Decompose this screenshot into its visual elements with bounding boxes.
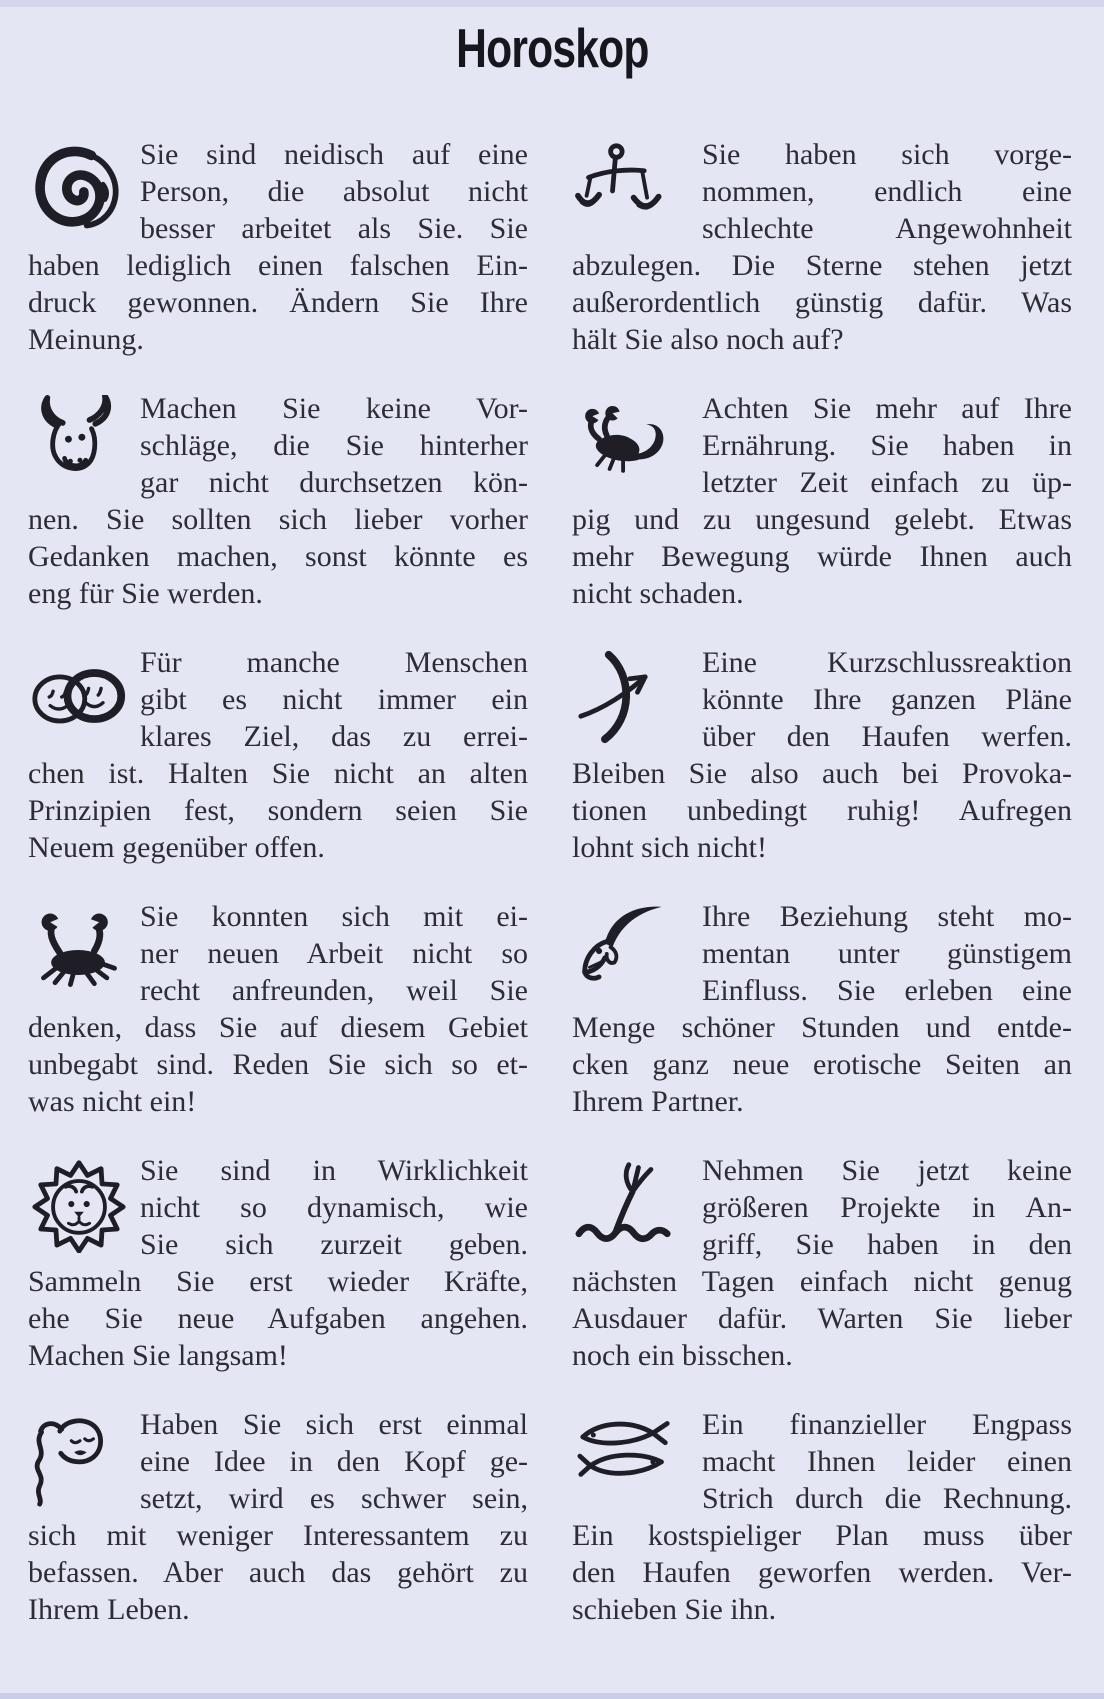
- libra-scales-icon: [572, 141, 702, 245]
- text-line: was nicht ein!: [28, 1085, 197, 1118]
- left-column: [28, 136, 528, 1660]
- horoscope-entry-taurus: [28, 390, 528, 612]
- text-line: Gedanken machen, sonst könnte es: [28, 540, 528, 573]
- text-line: Eine Kurzschlussreaktion: [702, 646, 1072, 679]
- horoscope-entry-aries: [28, 136, 528, 358]
- text-line: nen. Sie sollten sich lieber vorher: [28, 503, 528, 536]
- text-line: nicht so dynamisch, wie: [140, 1191, 528, 1224]
- text-line: Nehmen Sie jetzt keine: [702, 1154, 1072, 1187]
- text-line: ner neuen Arbeit nicht so: [140, 937, 528, 970]
- text-line: Strich durch die Rechnung.: [702, 1482, 1072, 1515]
- text-line: Meinung.: [28, 323, 144, 356]
- text-line: den Haufen geworfen werden. Ver-: [572, 1556, 1072, 1589]
- text-line: Sie sich zurzeit geben.: [140, 1228, 528, 1261]
- text-line: tionen unbedingt ruhig! Aufregen: [572, 794, 1072, 827]
- text-line: Einfluss. Sie erleben eine: [702, 974, 1072, 1007]
- horoscope-entry-virgo: [28, 1406, 528, 1628]
- text-line: schläge, die Sie hinterher: [140, 429, 528, 462]
- text-line: ehe Sie neue Aufgaben angehen.: [28, 1302, 528, 1335]
- page-top-edge: [0, 0, 1104, 7]
- text-line: abzulegen. Die Sterne stehen jetzt: [572, 249, 1072, 282]
- cancer-crab-icon: [28, 903, 140, 1007]
- text-line: Sie sind neidisch auf eine: [140, 138, 528, 171]
- text-line: sich mit weniger Interessantem zu: [28, 1519, 528, 1552]
- text-line: Machen Sie keine Vor-: [140, 392, 528, 425]
- text-line: letzter Zeit einfach zu üp-: [702, 466, 1072, 499]
- text-line: Ernährung. Sie haben in: [702, 429, 1072, 462]
- text-line: Menge schöner Stunden und entde-: [572, 1011, 1072, 1044]
- text-line: Ein kostspieliger Plan muss über: [572, 1519, 1072, 1552]
- text-line: eine Idee in den Kopf ge-: [140, 1445, 528, 1478]
- text-line: könnte Ihre ganzen Pläne: [702, 683, 1072, 716]
- text-line: recht anfreunden, weil Sie: [140, 974, 528, 1007]
- text-line: setzt, wird es schwer sein,: [140, 1482, 528, 1515]
- horoscope-entry-cancer: [28, 898, 528, 1120]
- horoscope-entry-gemini: [28, 644, 528, 866]
- horoscope-columns: [0, 136, 1104, 1660]
- virgo-maiden-icon: [28, 1411, 140, 1515]
- text-line: nicht schaden.: [572, 577, 744, 610]
- text-line: nommen, endlich eine: [702, 175, 1072, 208]
- text-line: gibt es nicht immer ein: [140, 683, 528, 716]
- taurus-bull-icon: [28, 395, 140, 499]
- horoscope-entry-libra: [572, 136, 1072, 358]
- text-line: haben lediglich einen falschen Ein-: [28, 249, 528, 282]
- text-line: Sie konnten sich mit ei-: [140, 900, 528, 933]
- text-line: pig und zu ungesund gelebt. Etwas: [572, 503, 1072, 536]
- text-line: Bleiben Sie also auch bei Provoka-: [572, 757, 1072, 790]
- text-line: Person, die absolut nicht: [140, 175, 528, 208]
- text-line: Ein finanzieller Engpass: [702, 1408, 1072, 1441]
- gemini-twins-icon: [28, 649, 140, 753]
- text-line: noch ein bisschen.: [572, 1339, 793, 1372]
- text-line: befassen. Aber auch das gehört zu: [28, 1556, 528, 1589]
- text-line: Ihre Beziehung steht mo-: [702, 900, 1072, 933]
- horoscope-entry-leo: [28, 1152, 528, 1374]
- text-line: macht Ihnen leider einen: [702, 1445, 1072, 1478]
- text-line: chen ist. Halten Sie nicht an alten: [28, 757, 528, 790]
- horoscope-entry-pisces: [572, 1406, 1072, 1628]
- text-line: nächsten Tagen einfach nicht genug: [572, 1265, 1072, 1298]
- horoscope-entry-aquarius: [572, 1152, 1072, 1374]
- text-line: Machen Sie langsam!: [28, 1339, 288, 1372]
- leo-lion-icon: [28, 1157, 140, 1261]
- text-line: Prinzipien fest, sondern seien Sie: [28, 794, 528, 827]
- text-line: größeren Projekte in An-: [702, 1191, 1072, 1224]
- text-line: klares Ziel, das zu errei-: [140, 720, 528, 753]
- text-line: Sammeln Sie erst wieder Kräfte,: [28, 1265, 528, 1298]
- pisces-fish-icon: [572, 1411, 702, 1515]
- text-line: Ausdauer dafür. Warten Sie lieber: [572, 1302, 1072, 1335]
- aquarius-water-icon: [572, 1157, 702, 1261]
- text-line: außerordentlich günstig dafür. Was: [572, 286, 1072, 319]
- text-line: denken, dass Sie auf diesem Gebiet: [28, 1011, 528, 1044]
- text-line: Sie sind in Wirklichkeit: [140, 1154, 528, 1187]
- sagittarius-bow-icon: [572, 649, 702, 753]
- scorpio-scorpion-icon: [572, 395, 702, 499]
- aries-ram-icon: [28, 141, 140, 245]
- text-line: unbegabt sind. Reden Sie sich so et-: [28, 1048, 528, 1081]
- horoscope-entry-scorpio: [572, 390, 1072, 612]
- text-line: eng für Sie werden.: [28, 577, 263, 610]
- text-line: Ihrem Leben.: [28, 1593, 190, 1626]
- text-line: Neuem gegenüber offen.: [28, 831, 325, 864]
- text-line: griff, Sie haben in den: [702, 1228, 1072, 1261]
- text-line: Für manche Menschen: [140, 646, 528, 679]
- text-line: besser arbeitet als Sie. Sie: [140, 212, 528, 245]
- horoscope-entry-capricorn: [572, 898, 1072, 1120]
- text-line: lohnt sich nicht!: [572, 831, 767, 864]
- text-line: über den Haufen werfen.: [702, 720, 1072, 753]
- page-title: [0, 0, 1104, 96]
- text-line: schieben Sie ihn.: [572, 1593, 777, 1626]
- text-line: Haben Sie sich erst einmal: [140, 1408, 528, 1441]
- text-line: Achten Sie mehr auf Ihre: [702, 392, 1072, 425]
- capricorn-goat-icon: [572, 903, 702, 1007]
- text-line: cken ganz neue erotische Seiten an: [572, 1048, 1072, 1081]
- text-line: hält Sie also noch auf?: [572, 323, 844, 356]
- right-column: [572, 136, 1072, 1660]
- text-line: druck gewonnen. Ändern Sie Ihre: [28, 286, 528, 319]
- text-line: schlechte Angewohnheit: [702, 212, 1072, 245]
- text-line: mentan unter günstigem: [702, 937, 1072, 970]
- text-line: gar nicht durchsetzen kön-: [140, 466, 528, 499]
- text-line: Sie haben sich vorge-: [702, 138, 1072, 171]
- page-title-text: Horoskop: [455, 18, 649, 80]
- text-line: Ihrem Partner.: [572, 1085, 744, 1118]
- page-bottom-edge: [0, 1693, 1104, 1699]
- horoscope-entry-sagittarius: [572, 644, 1072, 866]
- text-line: mehr Bewegung würde Ihnen auch: [572, 540, 1072, 573]
